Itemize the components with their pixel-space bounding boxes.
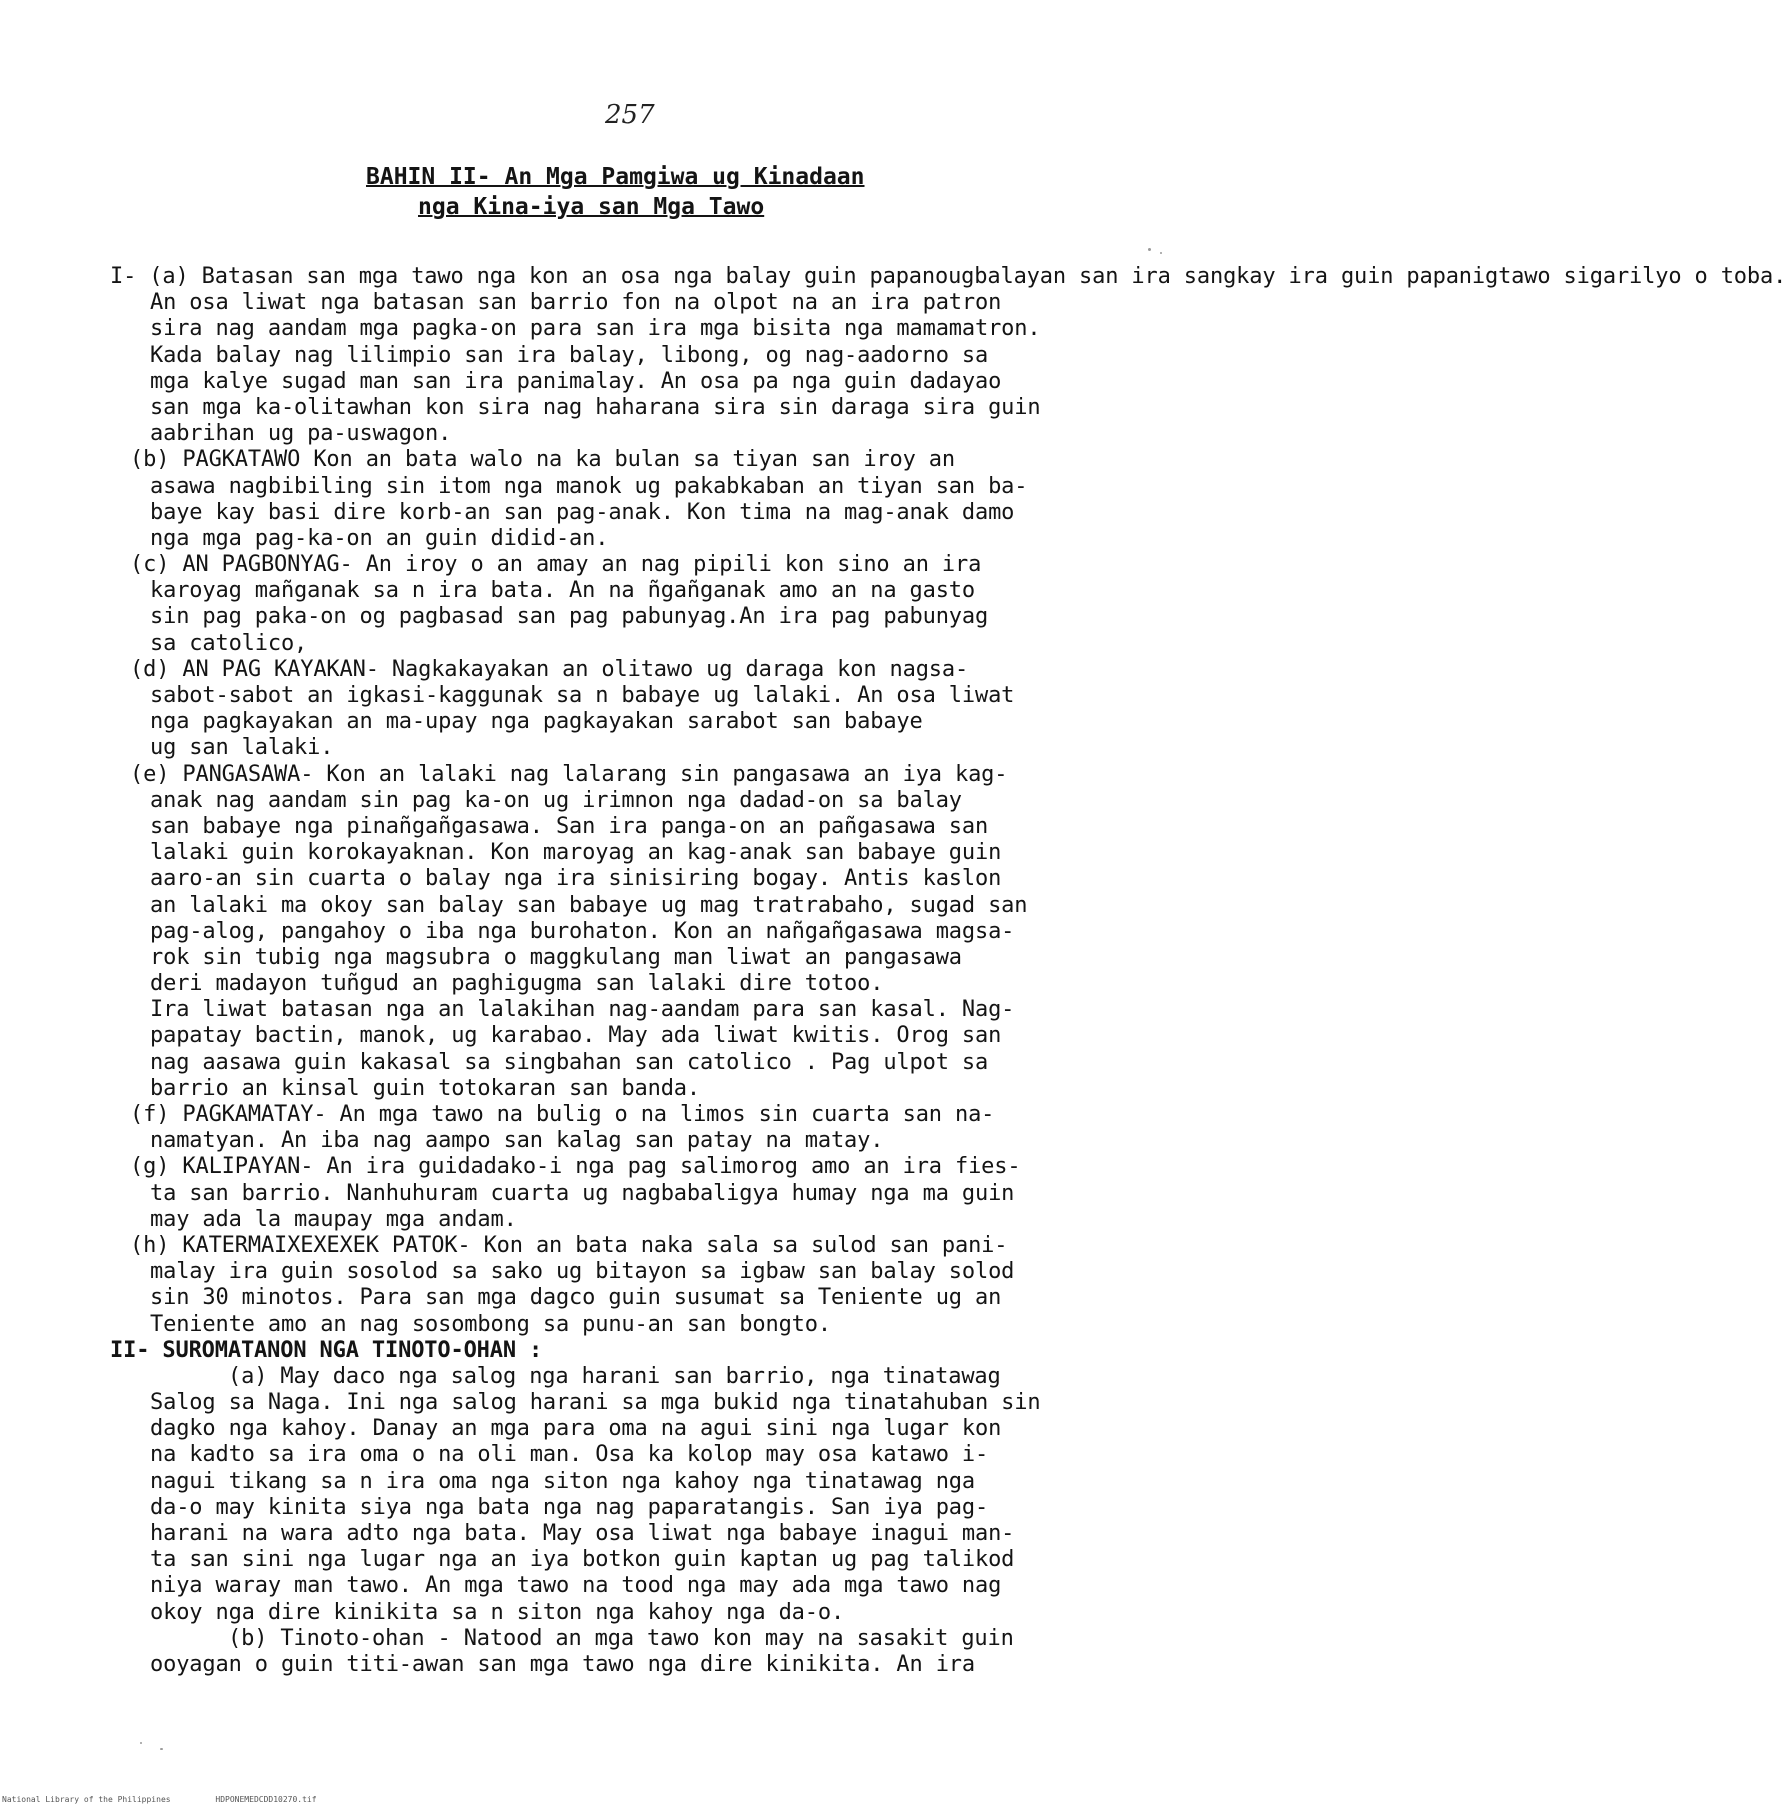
footer-library: National Library of the Philippines [2, 1795, 171, 1804]
text-line: anak nag aandam sin pag ka-on ug irimnon nga dadad-on sa balay [150, 787, 962, 813]
text-line: ta san barrio. Nanhuhuram cuarta ug nagbabaligya humay nga ma guin [150, 1180, 1015, 1206]
text-line: asawa nagbibiling sin itom nga manok ug pakabkaban an tiyan san ba- [150, 473, 1028, 499]
text-line: ooyagan o guin titi-awan san mga tawo nga dire kinikita. An ira [150, 1651, 975, 1677]
text-line: na kadto sa ira oma o na oli man. Osa ka kolop may osa katawo i- [150, 1442, 989, 1468]
text-line: sabot-sabot an igkasi-kaggunak sa n babaye ug lalaki. An osa liwat [150, 683, 1015, 708]
text-line: Teniente amo an nag sosombong sa punu-an san bongto. [150, 1311, 831, 1337]
text-line: baye kay basi dire korb-an san pag-anak. Kon tima na mag-anak damo [150, 499, 1015, 525]
text-line: karoyag mañganak sa n ira bata. An na ñgañganak amo an na gasto [150, 578, 975, 604]
text-line: deri madayon tuñgud an paghigugma san lalaki dire totoo. [150, 971, 884, 997]
text-line: (e) PANGASAWA- Kon an lalaki nag lalarang sin pangasawa an iya kag- [130, 761, 1008, 787]
page-number: 257 [605, 100, 655, 130]
text-line: Salog sa Naga. Ini nga salog harani sa mga bukid nga tinatahuban sin [150, 1390, 1041, 1416]
text-line: An osa liwat nga batasan san barrio fon na olpot na an ira patron [150, 290, 1002, 316]
text-line: sira nag aandam mga pagka-on para san ira mga bisita nga mamamatron. [150, 316, 1041, 342]
text-line: (h) KATERMAIXEXEXEK PATOK- Kon an bata naka sala sa sulod san pani- [130, 1232, 1008, 1258]
text-line: da-o may kinita siya nga bata nga nag paparatangis. San iya pag- [150, 1494, 989, 1520]
text-line: rok sin tubig nga magsubra o maggkulang man liwat an pangasawa [150, 944, 962, 970]
text-line: ug san lalaki. [150, 735, 334, 761]
scan-speck [1148, 248, 1151, 251]
page-footer [2, 1795, 357, 1804]
text-line: aabrihan ug pa-uswagon. [150, 421, 452, 447]
text-line: may ada la maupay mga andam. [150, 1206, 517, 1232]
text-line: lalaki guin korokayaknan. Kon maroyag an kag-anak san babaye guin [150, 840, 1002, 866]
text-line: (b) Tinoto-ohan - Natood an mga tawo kon may na sasakit guin [228, 1625, 1014, 1651]
text-line: barrio an kinsal guin totokaran san banda. [150, 1075, 700, 1101]
text-line: nga mga pag-ka-on an guin didid-an. [150, 525, 609, 551]
text-line: malay ira guin sosolod sa sako ug bitayon sa igbaw san balay solod [150, 1259, 1015, 1285]
title-line-1: BAHIN II- An Mga Pamgiwa ug Kinadaan [366, 164, 865, 190]
text-line: (f) PAGKAMATAY- An mga tawo na bulig o na limos sin cuarta san na- [130, 1102, 995, 1127]
text-line: Kada balay nag lilimpio san ira balay, libong, og nag-aadorno sa [150, 342, 989, 368]
text-line: namatyan. An iba nag aampo san kalag san patay na matay. [150, 1128, 884, 1154]
text-line: papatay bactin, manok, ug karabao. May ada liwat kwitis. Orog san [150, 1023, 1002, 1049]
title-line-2: nga Kina-iya san Mga Tawo [418, 194, 765, 220]
text-line: ta san sini nga lugar nga an iya botkon guin kaptan ug pag talikod [150, 1547, 1015, 1573]
text-line: I- (a) Batasan san mga tawo nga kon an osa nga balay guin papanougbalayan san ira sangkay ira guin papanigtawo sigarilyo o toba. [110, 264, 1786, 289]
text-line: Ira liwat batasan nga an lalakihan nag-aandam para san kasal. Nag- [150, 997, 1015, 1023]
text-line: san babaye nga pinañgañgasawa. San ira panga-on an pañgasawa san [150, 813, 989, 839]
text-line: mga kalye sugad man san ira panimalay. An osa pa nga guin dadayao [150, 368, 1002, 394]
text-line: sin 30 minotos. Para san mga dagco guin susumat sa Teniente ug an [150, 1285, 1002, 1311]
text-line: sin pag paka-on og pagbasad san pag pabunyag.An ira pag pabunyag [150, 604, 989, 630]
text-line: (g) KALIPAYAN- An ira guidadako-i nga pag salimorog amo an ira fies- [130, 1154, 1021, 1180]
text-line: II- SUROMATANON NGA TINOTO-OHAN : [110, 1337, 543, 1363]
text-line: harani na wara adto nga bata. May osa liwat nga babaye inagui man- [150, 1521, 1015, 1546]
scan-speck [1160, 252, 1162, 254]
document-body [110, 264, 1786, 1678]
scan-speck [140, 1742, 142, 1744]
text-line: nagui tikang sa n ira oma nga siton nga kahoy nga tinatawag nga [150, 1468, 975, 1494]
text-line: nag aasawa guin kakasal sa singbahan san catolico . Pag ulpot sa [150, 1049, 989, 1075]
text-line: dagko nga kahoy. Danay an mga para oma na agui sini nga lugar kon [150, 1416, 1002, 1442]
text-line: okoy nga dire kinikita sa n siton nga kahoy nga da-o. [150, 1599, 845, 1625]
text-line: pag-alog, pangahoy o iba nga burohaton. Kon an nañgañgasawa magsa- [150, 918, 1015, 944]
text-line: aaro-an sin cuarta o balay nga ira sinisiring bogay. Antis kaslon [150, 866, 1002, 892]
text-line: (c) AN PAGBONYAG- An iroy o an amay an nag pipili kon sino an ira [130, 552, 982, 578]
footer-file: HDPONEMEDCDD10270.tif [215, 1795, 317, 1804]
page-title [360, 162, 980, 222]
text-line: nga pagkayakan an ma-upay nga pagkayakan sarabot san babaye [150, 709, 923, 735]
text-line: san mga ka-olitawhan kon sira nag haharana sira sin daraga sira guin [150, 394, 1041, 420]
text-line: (d) AN PAG KAYAKAN- Nagkakayakan an olitawo ug daraga kon nagsa- [130, 656, 969, 682]
scan-speck [160, 1748, 163, 1750]
text-line: (a) May daco nga salog nga harani san barrio, nga tinatawag [228, 1363, 1001, 1389]
text-line: an lalaki ma okoy san balay san babaye ug mag tratrabaho, sugad san [150, 892, 1028, 918]
text-line: sa catolico, [150, 630, 308, 656]
text-line: (b) PAGKATAWO Kon an bata walo na ka bulan sa tiyan san iroy an [130, 447, 955, 473]
text-line: niya waray man tawo. An mga tawo na tood nga may ada mga tawo nag [150, 1573, 1002, 1599]
